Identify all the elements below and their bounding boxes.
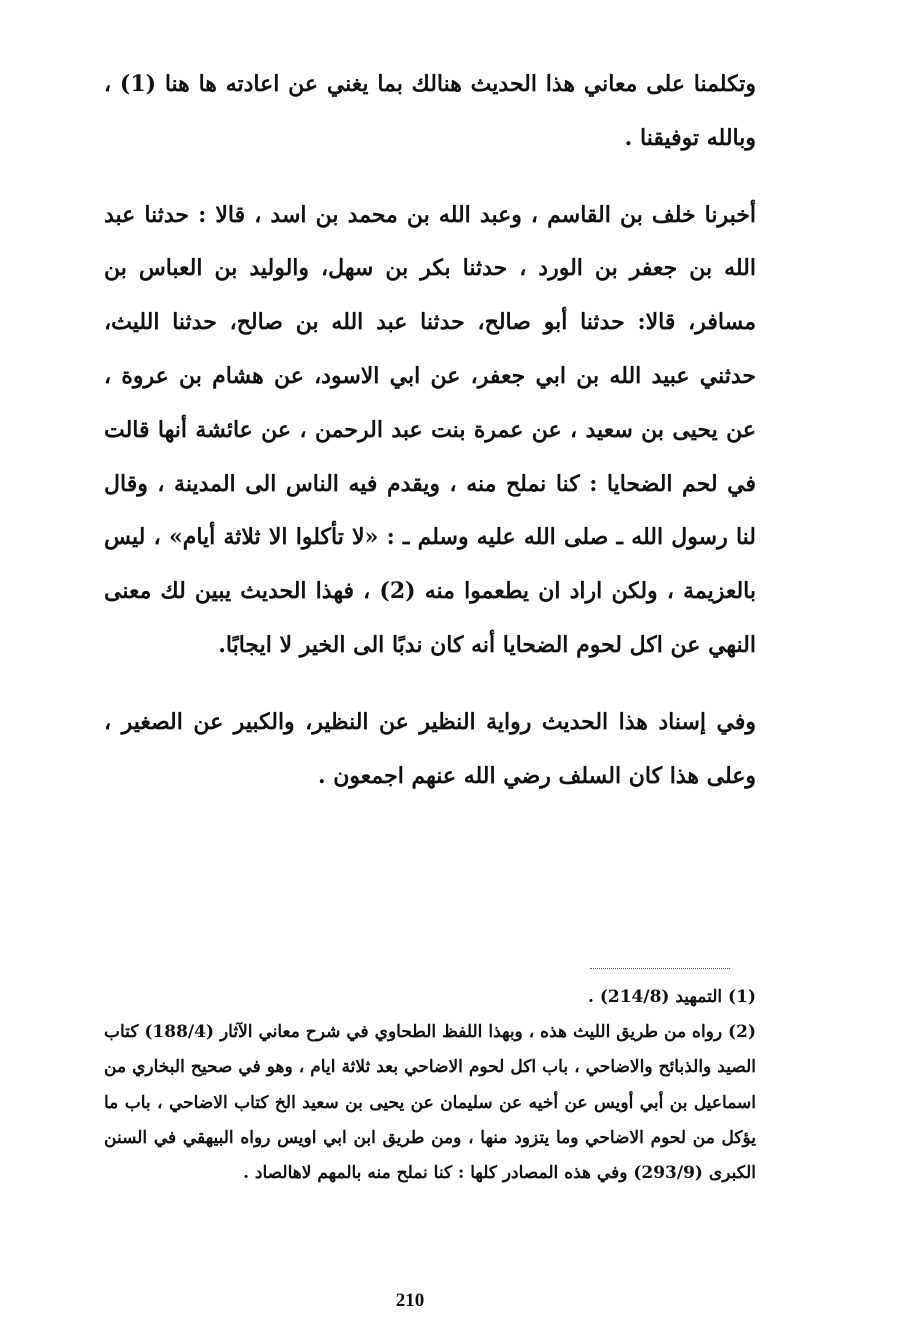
paragraph-1: وتكلمنا على معاني هذا الحديث هنالك بما يغني عن اعادته ها هنا (1) ، وبالله توفيقنا .: [104, 71, 756, 151]
paragraph-2: أخبرنا خلف بن القاسم ، وعبد الله بن محمد بن اسد ، قالا : حدثنا عبد الله بن جعفر بن الورد ، حدثنا بكر بن سهل، والوليد بن العباس بن مسافر، قالا: حدثنا أبو صالح، حدثنا عبد الله بن صالح، حدثنا الليث، حدثني عبيد الله بن ابي جعفر، عن ابي الاسود، عن هشام بن عروة ، عن يحيى بن سعيد ، عن عمرة بنت عبد الرحمن ، عن عائشة أنها قالت في لحم الضحايا : كنا نملح منه ، ويقدم فيه الناس الى المدينة ، وقال لنا رسول الله ـ صلى الله عليه وسلم ـ : «لا تأكلوا الا ثلاثة أيام» ، ليس بالعزيمة ، ولكن اراد ان يطعموا منه (2) ، فهذا الحديث يبين لك معنى النهي عن اكل لحوم الضحايا أنه كان ندبًا الى الخير لا ايجابًا.: [104, 201, 756, 658]
page-number: 210: [395, 1290, 425, 1311]
main-text: [104, 58, 756, 803]
footnotes: [104, 980, 756, 1191]
paragraph-3: وفي إسناد هذا الحديث رواية النظير عن النظير، والكبير عن الصغير ، وعلى هذا كان السلف رضي الله عنهم اجمعون .: [104, 708, 756, 789]
footnote-1: (1) التمهيد (214/8) .: [588, 987, 756, 1007]
footnote-separator: [590, 968, 730, 969]
footnote-2: (2) رواه من طريق الليث هذه ، وبهذا اللفظ الطحاوي في شرح معاني الآثار (188/4) كتاب الصيد والذبائح والاضاحي ، باب اكل لحوم الاضاحي بعد ثلاثة ايام ، وهو في صحيح البخاري من اسماعيل بن أبي أويس عن أخيه عن سليمان عن يحيى بن سعيد الخ كتاب الاضاحي ، باب ما يؤكل من لحوم الاضاحي وما يتزود منها ، ومن طريق ابن ابي اويس رواه البيهقي في السنن الكبرى (293/9) وفي هذه المصادر كلها : كنا نملح منه بالمهم لاهالصاد .: [104, 1022, 756, 1184]
